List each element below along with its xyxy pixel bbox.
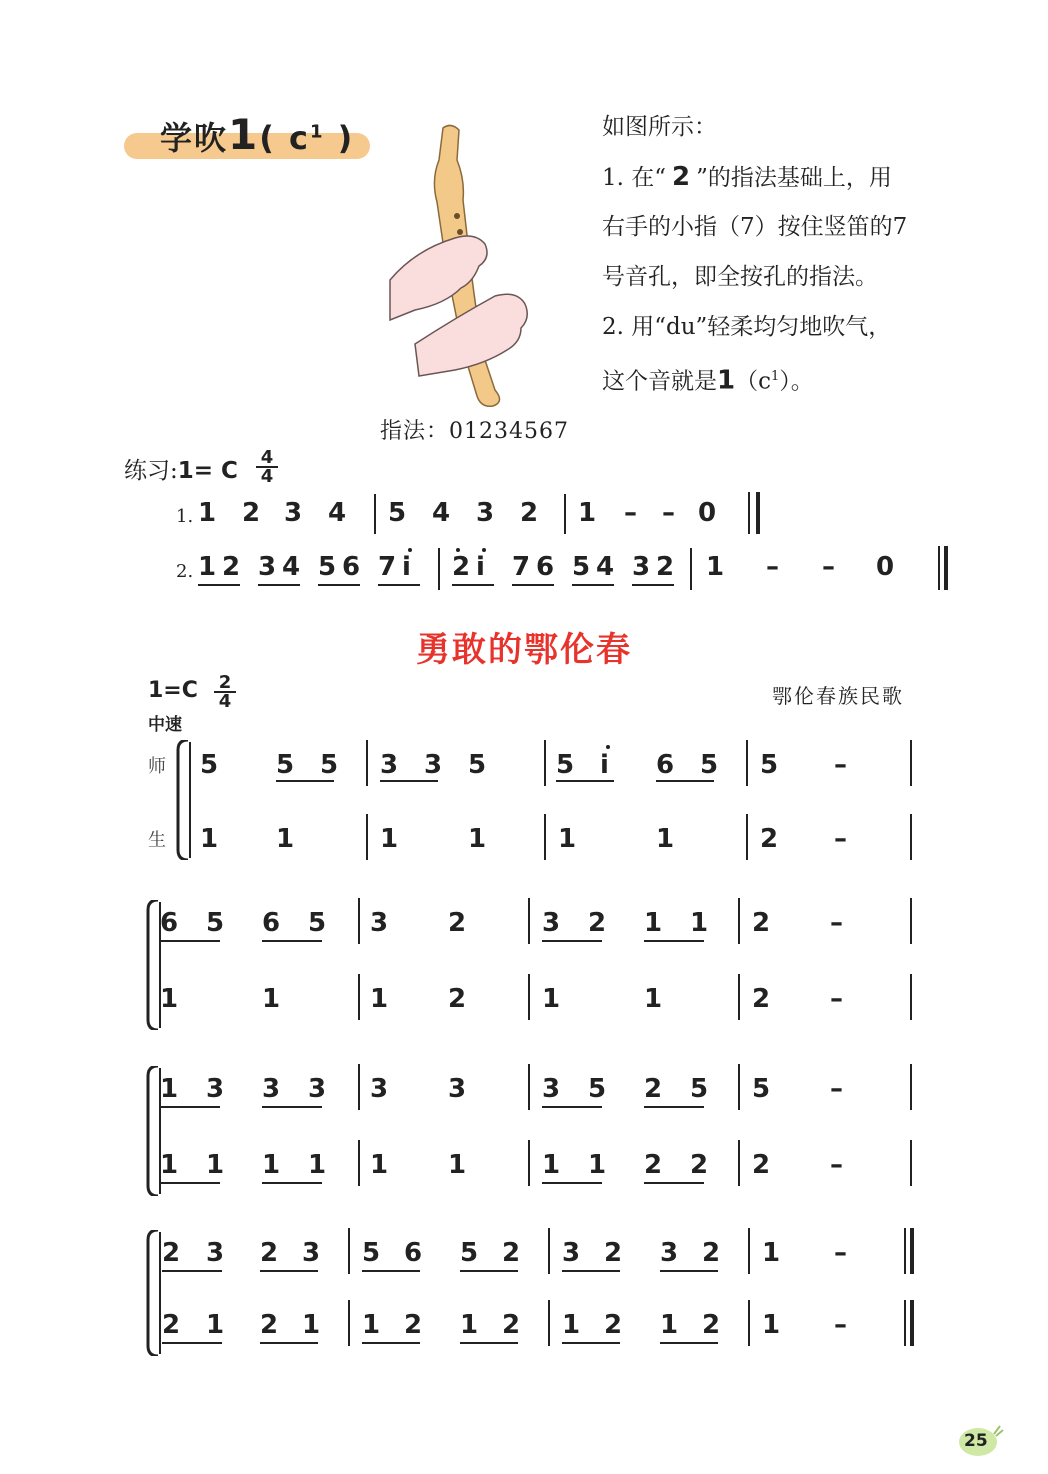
- step2-octave: 1: [770, 369, 780, 384]
- jianpu-note: 2: [448, 984, 467, 1014]
- jianpu-note: 1: [558, 824, 577, 854]
- jianpu-note: 5: [308, 908, 327, 938]
- beam-underline: [512, 584, 554, 586]
- jianpu-note: 5: [388, 498, 407, 528]
- barline: [528, 898, 530, 944]
- beam-underline: [318, 584, 360, 586]
- barline: [528, 1064, 530, 1110]
- tempo-marking: 中速: [148, 715, 182, 735]
- beam-underline: [162, 1342, 222, 1344]
- jianpu-note: 1: [460, 1310, 479, 1340]
- jianpu-note: 2: [644, 1074, 663, 1104]
- jianpu-note: 2: [452, 552, 471, 582]
- jianpu-note: 3: [380, 750, 399, 780]
- jianpu-note: 2: [162, 1310, 181, 1340]
- jianpu-note: 2: [604, 1310, 623, 1340]
- barline: [358, 974, 360, 1020]
- jianpu-note: 6: [656, 750, 675, 780]
- barline: [690, 548, 692, 590]
- jianpu-note: 1: [562, 1310, 581, 1340]
- jianpu-note: 5: [460, 1238, 479, 1268]
- barline: [904, 1300, 906, 1346]
- beam-underline: [660, 1270, 718, 1272]
- jianpu-note: 6: [262, 908, 281, 938]
- step2-note: 1: [717, 365, 736, 396]
- barline: [904, 1228, 906, 1274]
- song-time-den: 4: [218, 691, 232, 712]
- beam-underline: [276, 780, 334, 782]
- step1-note: 2: [672, 162, 691, 192]
- jianpu-note: 2: [752, 1150, 771, 1180]
- lesson-title: [160, 110, 354, 159]
- jianpu-note: 5: [588, 1074, 607, 1104]
- song-key: 1=C: [148, 678, 198, 703]
- barline: [910, 1064, 912, 1110]
- barline: [746, 814, 748, 860]
- jianpu-note: 5: [276, 750, 295, 780]
- role-teacher: 师: [148, 756, 166, 777]
- jianpu-note: 0: [876, 552, 895, 582]
- beam-underline: [452, 584, 494, 586]
- barline: [348, 1228, 350, 1274]
- jianpu-note: 2: [404, 1310, 423, 1340]
- beam-underline: [644, 1182, 704, 1184]
- jianpu-note: –: [834, 1238, 847, 1268]
- song-title: 勇敢的鄂伦春: [416, 630, 632, 670]
- practice-time-den: 4: [260, 466, 274, 487]
- jianpu-note: 2: [752, 908, 771, 938]
- jianpu-note: 1: [262, 984, 281, 1014]
- octave-dot: [408, 548, 412, 552]
- jianpu-note: 2: [760, 824, 779, 854]
- beam-underline: [542, 940, 602, 942]
- jianpu-note: 1: [308, 1150, 327, 1180]
- jianpu-note: –: [822, 552, 835, 582]
- step1-text-a: 1. 在“: [602, 165, 667, 191]
- beam-underline: [162, 1270, 222, 1272]
- end-barline: [756, 492, 760, 534]
- jianpu-note: 3: [476, 498, 495, 528]
- beam-underline: [362, 1342, 420, 1344]
- beam-underline: [572, 584, 614, 586]
- beam-underline: [460, 1270, 518, 1272]
- beam-underline: [258, 584, 300, 586]
- jianpu-note: 1: [542, 1150, 561, 1180]
- jianpu-note: 2: [690, 1150, 709, 1180]
- fingering-caption: 指法：01234567: [380, 419, 569, 444]
- beam-underline: [644, 1106, 704, 1108]
- jianpu-note: 3: [562, 1238, 581, 1268]
- jianpu-note: 1: [206, 1150, 225, 1180]
- jianpu-note: 2: [656, 552, 675, 582]
- beam-underline: [260, 1342, 318, 1344]
- beam-underline: [260, 1270, 318, 1272]
- title-text: 学吹: [160, 119, 229, 157]
- barline: [938, 546, 940, 590]
- title-note: 1: [228, 110, 260, 159]
- jianpu-note: 2: [604, 1238, 623, 1268]
- jianpu-note: 3: [424, 750, 443, 780]
- jianpu-note: i: [476, 552, 485, 582]
- jianpu-note: –: [662, 498, 675, 528]
- beam-underline: [632, 584, 674, 586]
- step2-text-c: ）。: [779, 368, 814, 395]
- jianpu-note: 3: [542, 908, 561, 938]
- jianpu-note: 7: [512, 552, 531, 582]
- beam-underline: [460, 1342, 518, 1344]
- jianpu-note: 1: [468, 824, 487, 854]
- barline: [748, 1228, 750, 1274]
- jianpu-note: 2: [502, 1310, 521, 1340]
- barline: [358, 898, 360, 944]
- jianpu-note: 1: [276, 824, 295, 854]
- jianpu-note: 5: [760, 750, 779, 780]
- barline: [910, 814, 912, 860]
- jianpu-note: 1: [762, 1310, 781, 1340]
- jianpu-note: 2: [222, 552, 241, 582]
- beam-underline: [262, 1106, 322, 1108]
- role-student: 生: [148, 830, 166, 851]
- jianpu-note: 1: [644, 908, 663, 938]
- beam-underline: [380, 780, 438, 782]
- end-barline: [910, 1300, 914, 1346]
- end-barline: [944, 546, 948, 590]
- jianpu-note: 3: [370, 908, 389, 938]
- title-pitch: c: [289, 119, 310, 157]
- jianpu-note: –: [766, 552, 779, 582]
- beam-underline: [362, 1270, 420, 1272]
- beam-underline: [542, 1182, 602, 1184]
- jianpu-note: 2: [448, 908, 467, 938]
- jianpu-note: 1: [370, 1150, 389, 1180]
- jianpu-note: 1: [160, 1074, 179, 1104]
- barline: [528, 1140, 530, 1186]
- instruction-step2-line2: [602, 352, 814, 407]
- title-paren-open: (: [259, 119, 276, 157]
- beam-underline: [262, 1182, 322, 1184]
- jianpu-note: 2: [702, 1310, 721, 1340]
- title-paren-close: ): [337, 119, 355, 157]
- jianpu-note: 3: [448, 1074, 467, 1104]
- jianpu-note: 0: [698, 498, 717, 528]
- jianpu-note: 7: [378, 552, 397, 582]
- jianpu-note: 5: [320, 750, 339, 780]
- jianpu-note: 2: [502, 1238, 521, 1268]
- system-bracket: [174, 740, 194, 860]
- jianpu-note: –: [830, 1150, 843, 1180]
- jianpu-note: 1: [206, 1310, 225, 1340]
- jianpu-note: 6: [404, 1238, 423, 1268]
- barline: [358, 1064, 360, 1110]
- barline: [910, 740, 912, 786]
- beam-underline: [542, 1106, 602, 1108]
- jianpu-note: 3: [206, 1238, 225, 1268]
- jianpu-note: 3: [302, 1238, 321, 1268]
- jianpu-note: 5: [200, 750, 219, 780]
- barline: [438, 548, 440, 590]
- barline: [544, 740, 546, 786]
- jianpu-note: 5: [700, 750, 719, 780]
- jianpu-note: 6: [160, 908, 179, 938]
- system-bracket: [144, 1230, 164, 1356]
- jianpu-note: 2: [752, 984, 771, 1014]
- practice-line1-label: 1.: [176, 506, 194, 527]
- practice-line2-label: 2.: [176, 561, 194, 582]
- jianpu-note: 6: [342, 552, 361, 582]
- jianpu-note: 2: [260, 1310, 279, 1340]
- song-time-num: 2: [214, 674, 236, 693]
- barline: [548, 1228, 550, 1274]
- jianpu-note: –: [624, 498, 637, 528]
- practice-time-num: 4: [256, 449, 278, 468]
- title-pitch-octave: 1: [309, 121, 325, 143]
- jianpu-note: 5: [572, 552, 591, 582]
- jianpu-note: 1: [302, 1310, 321, 1340]
- barline: [564, 494, 566, 534]
- jianpu-note: i: [600, 750, 609, 780]
- jianpu-note: 1: [160, 984, 179, 1014]
- jianpu-note: 1: [660, 1310, 679, 1340]
- jianpu-note: i: [402, 552, 411, 582]
- jianpu-note: –: [830, 984, 843, 1014]
- jianpu-note: –: [830, 908, 843, 938]
- jianpu-note: 3: [370, 1074, 389, 1104]
- octave-dot: [456, 548, 460, 552]
- jianpu-note: 5: [318, 552, 337, 582]
- practice-key: 1= C: [177, 458, 238, 484]
- jianpu-note: 1: [656, 824, 675, 854]
- jianpu-note: 1: [578, 498, 597, 528]
- jianpu-note: 4: [282, 552, 301, 582]
- jianpu-note: 4: [432, 498, 451, 528]
- practice-time-signature: [256, 449, 278, 485]
- jianpu-note: 1: [160, 1150, 179, 1180]
- instruction-step1: [602, 152, 892, 203]
- barline: [910, 898, 912, 944]
- barline: [748, 492, 750, 534]
- jianpu-note: 1: [200, 824, 219, 854]
- jianpu-note: 2: [520, 498, 539, 528]
- barline: [910, 974, 912, 1020]
- barline: [528, 974, 530, 1020]
- jianpu-note: 5: [468, 750, 487, 780]
- jianpu-note: 1: [198, 498, 217, 528]
- jianpu-note: 1: [644, 984, 663, 1014]
- song-origin: 鄂伦春族民歌: [772, 684, 904, 708]
- jianpu-note: 3: [660, 1238, 679, 1268]
- barline: [548, 1300, 550, 1346]
- jianpu-note: 5: [556, 750, 575, 780]
- instruction-intro: 如图所示：: [602, 114, 717, 140]
- barline: [910, 1140, 912, 1186]
- barline: [366, 740, 368, 786]
- barline: [746, 740, 748, 786]
- jianpu-note: 1: [448, 1150, 467, 1180]
- jianpu-note: 1: [762, 1238, 781, 1268]
- jianpu-note: 5: [752, 1074, 771, 1104]
- step1-text-b: ”的指法基础上，用: [696, 165, 892, 191]
- beam-underline: [656, 780, 714, 782]
- barline: [738, 974, 740, 1020]
- instruction-step1-line2: 右手的小指（7）按住竖笛的7: [602, 214, 908, 240]
- recorder-hands-illustration: [385, 120, 575, 410]
- barline: [738, 1140, 740, 1186]
- jianpu-note: 1: [542, 984, 561, 1014]
- beam-underline: [562, 1342, 620, 1344]
- jianpu-note: 1: [198, 552, 217, 582]
- beam-underline: [378, 584, 420, 586]
- jianpu-note: –: [834, 750, 847, 780]
- jianpu-note: 2: [644, 1150, 663, 1180]
- jianpu-note: 3: [308, 1074, 327, 1104]
- jianpu-note: 1: [262, 1150, 281, 1180]
- jianpu-note: 5: [206, 908, 225, 938]
- step2-text-a: 这个音就是: [602, 368, 717, 395]
- jianpu-note: 2: [260, 1238, 279, 1268]
- jianpu-note: 2: [702, 1238, 721, 1268]
- jianpu-note: –: [834, 824, 847, 854]
- barline: [738, 898, 740, 944]
- beam-underline: [198, 584, 240, 586]
- jianpu-note: 6: [536, 552, 555, 582]
- jianpu-note: 4: [596, 552, 615, 582]
- beam-underline: [644, 940, 704, 942]
- instruction-step2: 2. 用“du”轻柔均匀地吹气，: [602, 314, 892, 340]
- jianpu-note: 2: [588, 908, 607, 938]
- end-barline: [910, 1228, 914, 1274]
- jianpu-note: 3: [542, 1074, 561, 1104]
- barline: [358, 1140, 360, 1186]
- jianpu-note: 3: [262, 1074, 281, 1104]
- jianpu-note: 1: [706, 552, 725, 582]
- instruction-step1-line3: 号音孔，即全按孔的指法。: [602, 264, 878, 290]
- jianpu-note: 3: [258, 552, 277, 582]
- barline: [366, 814, 368, 860]
- barline: [348, 1300, 350, 1346]
- beam-underline: [160, 1106, 220, 1108]
- barline: [748, 1300, 750, 1346]
- song-time-signature: [214, 674, 236, 710]
- jianpu-note: 1: [690, 908, 709, 938]
- jianpu-note: 1: [362, 1310, 381, 1340]
- practice-label: 练习:: [124, 458, 178, 484]
- jianpu-note: –: [834, 1310, 847, 1340]
- jianpu-note: 5: [690, 1074, 709, 1104]
- jianpu-note: 3: [206, 1074, 225, 1104]
- beam-underline: [556, 780, 614, 782]
- jianpu-note: 2: [242, 498, 261, 528]
- beam-underline: [262, 940, 322, 942]
- beam-underline: [562, 1270, 620, 1272]
- jianpu-note: 4: [328, 498, 347, 528]
- jianpu-note: 3: [284, 498, 303, 528]
- barline: [544, 814, 546, 860]
- practice-heading: [124, 452, 238, 485]
- beam-underline: [660, 1342, 718, 1344]
- page-number: 25: [964, 1431, 988, 1451]
- beam-underline: [160, 940, 220, 942]
- barline: [738, 1064, 740, 1110]
- octave-dot: [482, 548, 486, 552]
- jianpu-note: 1: [370, 984, 389, 1014]
- jianpu-note: –: [830, 1074, 843, 1104]
- jianpu-note: 1: [380, 824, 399, 854]
- jianpu-note: 1: [588, 1150, 607, 1180]
- step2-text-b: （c: [735, 368, 771, 395]
- octave-dot: [606, 745, 610, 749]
- beam-underline: [160, 1182, 220, 1184]
- jianpu-note: 5: [362, 1238, 381, 1268]
- jianpu-note: 2: [162, 1238, 181, 1268]
- barline: [374, 494, 376, 534]
- jianpu-note: 3: [632, 552, 651, 582]
